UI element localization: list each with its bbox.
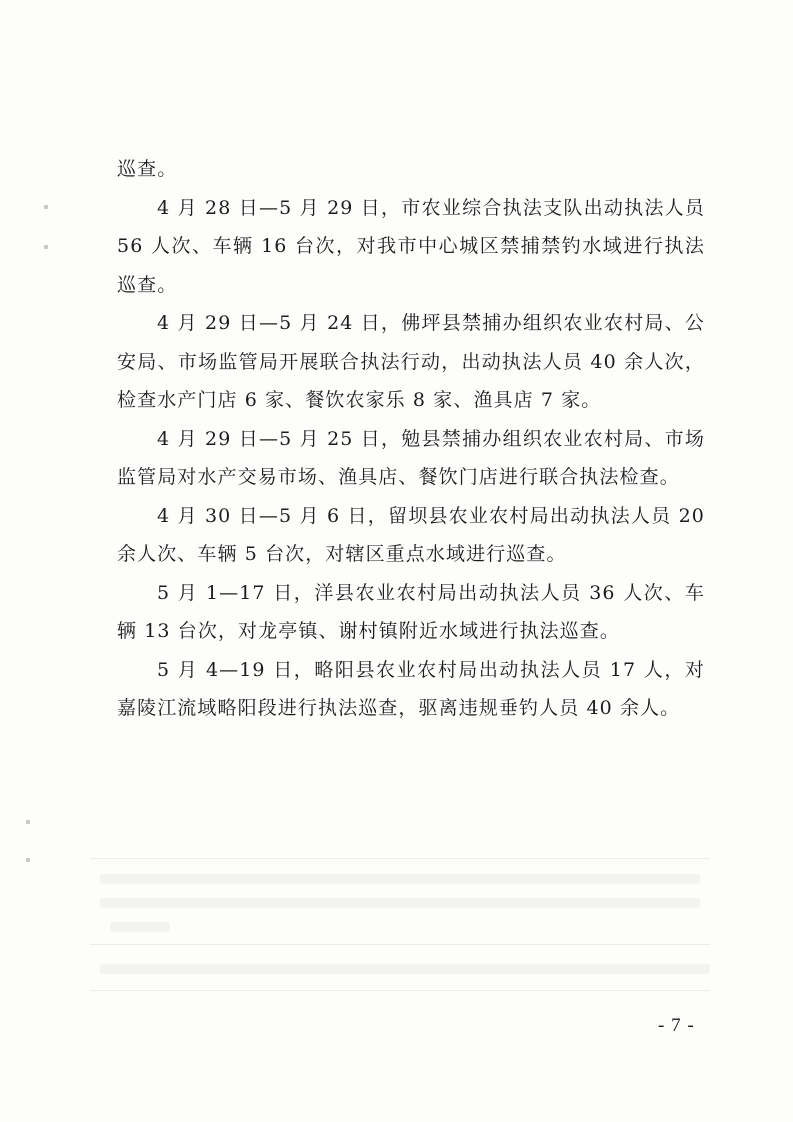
paragraph-lueyang: 5 月 4—19 日，略阳县农业农村局出动执法人员 17 人，对嘉陵江流域略阳段进行执法巡查，驱离违规垂钓人员 40 余人。: [117, 658, 705, 719]
scan-speck: [26, 820, 30, 824]
paragraph-mianxian: 4 月 29 日—5 月 25 日，勉县禁捕办组织农业农村局、市场监管局对水产交易市场、渔具店、餐饮门店进行联合执法检查。: [117, 427, 705, 488]
scan-speck: [44, 205, 48, 209]
scan-speck: [26, 858, 30, 862]
paragraph-liuba: 4 月 30 日—5 月 6 日，留坝县农业农村局出动执法人员 20 余人次、车辆 5 台次，对辖区重点水域进行巡查。: [117, 504, 705, 565]
reverse-side-text: [100, 964, 710, 974]
reverse-side-line: [90, 944, 710, 945]
scan-speck: [44, 245, 48, 249]
paragraph-continuation: 巡查。: [117, 158, 178, 180]
paragraph-foping: 4 月 29 日—5 月 24 日，佛坪县禁捕办组织农业农村局、公安局、市场监管局开展联合执法行动，出动执法人员 40 余人次，检查水产门店 6 家、餐饮农家乐 8 家、渔具店 7 家。: [117, 312, 705, 411]
reverse-side-line: [90, 858, 710, 859]
reverse-side-line: [90, 990, 710, 991]
page-number: - 7 -: [658, 1015, 695, 1036]
reverse-side-text: [110, 922, 170, 932]
body-text: [117, 150, 705, 728]
reverse-side-text: [100, 898, 700, 908]
paragraph-city-patrol: 4 月 28 日—5 月 29 日，市农业综合执法支队出动执法人员 56 人次、车辆 16 台次，对我市中心城区禁捕禁钓水域进行执法巡查。: [117, 196, 705, 296]
paragraph-yangxian: 5 月 1—17 日，洋县农业农村局出动执法人员 36 人次、车辆 13 台次，对龙亭镇、谢村镇附近水域进行执法巡查。: [117, 581, 705, 642]
reverse-side-text: [100, 874, 700, 884]
